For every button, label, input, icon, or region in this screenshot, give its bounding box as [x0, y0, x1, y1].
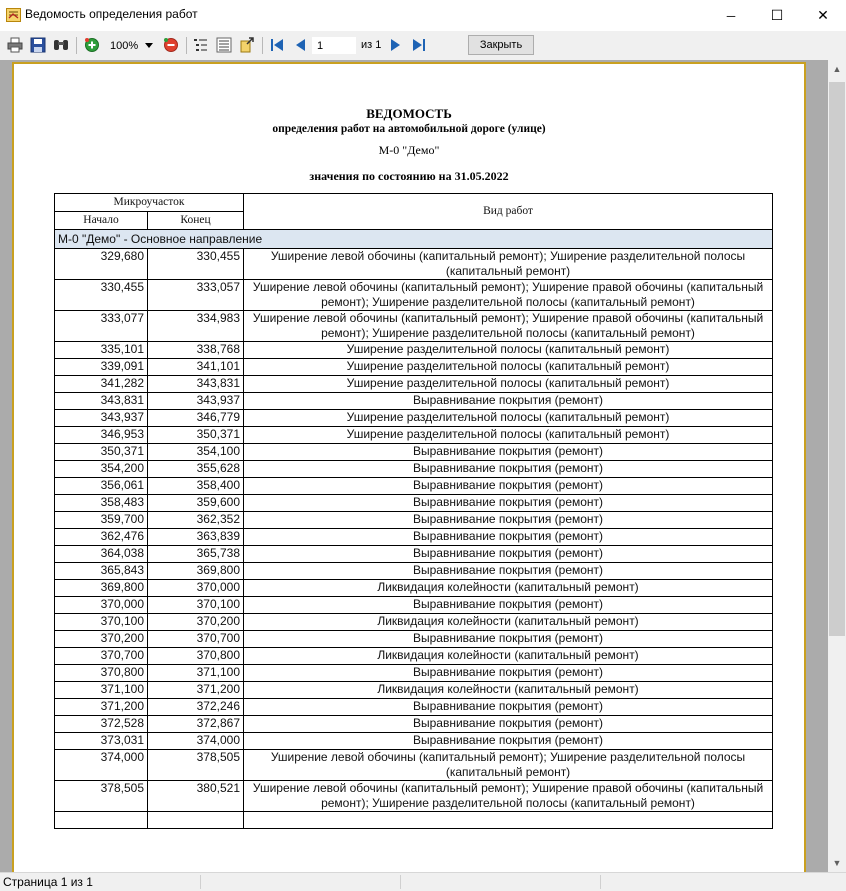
- work-type-cell: Выравнивание покрытия (ремонт): [244, 597, 773, 614]
- work-type-cell: Выравнивание покрытия (ремонт): [244, 631, 773, 648]
- close-report-button[interactable]: Закрыть: [468, 35, 534, 55]
- end-cell: 354,100: [148, 444, 244, 461]
- work-type-cell: Уширение разделительной полосы (капитальный ремонт): [244, 359, 773, 376]
- end-cell: 365,738: [148, 546, 244, 563]
- toolbar-separator: [76, 37, 77, 54]
- zoom-in-icon: [84, 37, 100, 53]
- vertical-scrollbar[interactable]: [828, 60, 846, 872]
- table-row: [55, 682, 773, 699]
- work-type-cell: Выравнивание покрытия (ремонт): [244, 665, 773, 682]
- maximize-button[interactable]: [754, 0, 800, 31]
- report-subtitle: определения работ на автомобильной дороге (улице): [272, 123, 546, 135]
- start-cell: 372,528: [55, 716, 148, 733]
- zoom-in-button[interactable]: [83, 36, 101, 54]
- table-row: [55, 546, 773, 563]
- start-cell: 354,200: [55, 461, 148, 478]
- app-icon: [6, 8, 21, 22]
- work-type-cell: Выравнивание покрытия (ремонт): [244, 733, 773, 750]
- save-icon: [30, 37, 46, 53]
- table-row: [55, 444, 773, 461]
- work-type-cell: Уширение левой обочины (капитальный ремонт); Уширение разделительной полосы (капитальный ремонт): [244, 750, 773, 781]
- status-text: Страница 1 из 1: [3, 875, 93, 889]
- close-icon: ✕: [817, 7, 829, 23]
- toolbar-separator: [186, 37, 187, 54]
- work-type-cell: Уширение разделительной полосы (капитальный ремонт): [244, 410, 773, 427]
- table-row: [55, 631, 773, 648]
- start-cell: 364,038: [55, 546, 148, 563]
- work-type-cell: Выравнивание покрытия (ремонт): [244, 478, 773, 495]
- end-cell: 341,101: [148, 359, 244, 376]
- start-cell: 369,800: [55, 580, 148, 597]
- end-cell: 378,505: [148, 750, 244, 781]
- table-row: [55, 311, 773, 342]
- table-row: [55, 699, 773, 716]
- work-type-cell: Выравнивание покрытия (ремонт): [244, 461, 773, 478]
- work-type-cell: Уширение левой обочины (капитальный ремонт); Уширение правой обочины (капитальный ремонт); Уширение разделительной полосы (капитальный ремонт): [244, 781, 773, 812]
- close-window-button[interactable]: [800, 0, 846, 31]
- start-cell: 378,505: [55, 781, 148, 812]
- work-type-cell: Ликвидация колейности (капитальный ремонт): [244, 614, 773, 631]
- page-number-input[interactable]: [312, 37, 356, 54]
- work-type-cell: Выравнивание покрытия (ремонт): [244, 716, 773, 733]
- find-button[interactable]: [52, 36, 70, 54]
- report-viewport[interactable]: [0, 60, 828, 872]
- maximize-icon: ☐: [770, 7, 784, 23]
- start-cell: 371,100: [55, 682, 148, 699]
- end-cell: 343,937: [148, 393, 244, 410]
- end-cell: 338,768: [148, 342, 244, 359]
- status-divider: [200, 875, 201, 889]
- start-cell: [55, 812, 148, 829]
- end-cell: 355,628: [148, 461, 244, 478]
- end-cell: 350,371: [148, 427, 244, 444]
- work-type-cell: Ликвидация колейности (капитальный ремонт): [244, 682, 773, 699]
- work-type-cell: Выравнивание покрытия (ремонт): [244, 444, 773, 461]
- table-row: [55, 614, 773, 631]
- table-row: [55, 410, 773, 427]
- toolbar-separator: [262, 37, 263, 54]
- chevron-down-icon: [145, 43, 153, 48]
- table-row: [55, 781, 773, 812]
- end-cell: 362,352: [148, 512, 244, 529]
- start-cell: 341,282: [55, 376, 148, 393]
- one-page-button[interactable]: [192, 36, 210, 54]
- work-type-cell: Ликвидация колейности (капитальный ремонт): [244, 580, 773, 597]
- table-row: [55, 478, 773, 495]
- find-icon: [53, 37, 69, 53]
- table-row: [55, 342, 773, 359]
- work-type-cell: Выравнивание покрытия (ремонт): [244, 512, 773, 529]
- table-row: [55, 563, 773, 580]
- report-page: [12, 62, 806, 872]
- table-row: [55, 427, 773, 444]
- start-cell: 371,200: [55, 699, 148, 716]
- start-cell: 339,091: [55, 359, 148, 376]
- start-cell: 374,000: [55, 750, 148, 781]
- end-cell: 370,700: [148, 631, 244, 648]
- table-row: [55, 280, 773, 311]
- scrollbar-thumb[interactable]: [829, 82, 845, 636]
- one-page-icon: [193, 37, 209, 53]
- start-cell: 335,101: [55, 342, 148, 359]
- work-type-cell: Выравнивание покрытия (ремонт): [244, 495, 773, 512]
- micro-section-header: Микроучасток: [55, 194, 244, 212]
- start-cell: 362,476: [55, 529, 148, 546]
- start-cell: 329,680: [55, 249, 148, 280]
- zoom-out-icon: [163, 37, 179, 53]
- end-cell: 330,455: [148, 249, 244, 280]
- start-cell: 333,077: [55, 311, 148, 342]
- scroll-down-icon[interactable]: ▼: [832, 858, 842, 868]
- start-cell: 346,953: [55, 427, 148, 444]
- last-page-button[interactable]: [410, 36, 428, 54]
- first-page-button[interactable]: [268, 36, 286, 54]
- work-type-cell: Выравнивание покрытия (ремонт): [244, 699, 773, 716]
- table-row: [55, 461, 773, 478]
- status-divider: [400, 875, 401, 889]
- table-row: [55, 716, 773, 733]
- start-cell: 370,200: [55, 631, 148, 648]
- end-cell: 333,057: [148, 280, 244, 311]
- first-page-icon: [269, 37, 285, 53]
- end-cell: 334,983: [148, 311, 244, 342]
- status-divider: [600, 875, 601, 889]
- table-row: [55, 648, 773, 665]
- start-header: Начало: [55, 212, 148, 230]
- group-row: М-0 "Демо" - Основное направление: [55, 230, 773, 249]
- report-date: значения по состоянию на 31.05.2022: [309, 169, 509, 183]
- table-row: [55, 529, 773, 546]
- table-row: [55, 812, 773, 829]
- end-cell: 370,000: [148, 580, 244, 597]
- print-button[interactable]: [6, 36, 24, 54]
- minimize-icon: ─: [726, 8, 736, 23]
- work-type-cell: Выравнивание покрытия (ремонт): [244, 563, 773, 580]
- window-title: Ведомость определения работ: [25, 7, 198, 21]
- table-row: [55, 580, 773, 597]
- work-type-cell: [244, 812, 773, 829]
- export-button[interactable]: [238, 36, 256, 54]
- work-type-cell: Ликвидация колейности (капитальный ремонт): [244, 648, 773, 665]
- end-cell: 346,779: [148, 410, 244, 427]
- work-type-cell: Выравнивание покрытия (ремонт): [244, 546, 773, 563]
- start-cell: 370,000: [55, 597, 148, 614]
- end-cell: 380,521: [148, 781, 244, 812]
- start-cell: 330,455: [55, 280, 148, 311]
- start-cell: 350,371: [55, 444, 148, 461]
- list-button[interactable]: [215, 36, 233, 54]
- end-cell: 371,200: [148, 682, 244, 699]
- page-count-label: из 1: [361, 39, 382, 51]
- start-cell: 370,700: [55, 648, 148, 665]
- road-name: М-0 "Демо": [378, 143, 440, 157]
- works-table: [54, 193, 773, 829]
- end-cell: [148, 812, 244, 829]
- start-cell: 358,483: [55, 495, 148, 512]
- table-row: [55, 393, 773, 410]
- work-type-cell: Уширение разделительной полосы (капитальный ремонт): [244, 376, 773, 393]
- start-cell: 343,937: [55, 410, 148, 427]
- table-row: [55, 359, 773, 376]
- scroll-up-icon[interactable]: ▲: [832, 64, 842, 74]
- prev-page-icon: [292, 37, 308, 53]
- end-cell: 343,831: [148, 376, 244, 393]
- print-icon: [7, 37, 23, 53]
- zoom-value: 100%: [110, 39, 139, 52]
- start-cell: 343,831: [55, 393, 148, 410]
- next-page-button[interactable]: [387, 36, 405, 54]
- zoom-out-button[interactable]: [162, 36, 180, 54]
- zoom-select[interactable]: [107, 37, 155, 54]
- list-icon: [216, 37, 232, 53]
- work-type-cell: Уширение разделительной полосы (капитальный ремонт): [244, 342, 773, 359]
- report-title: ВЕДОМОСТЬ: [366, 106, 452, 121]
- export-icon: [239, 37, 255, 53]
- work-type-cell: Уширение разделительной полосы (капитальный ремонт): [244, 427, 773, 444]
- table-row: [55, 665, 773, 682]
- end-cell: 359,600: [148, 495, 244, 512]
- end-cell: 374,000: [148, 733, 244, 750]
- table-row: [55, 512, 773, 529]
- minimize-button[interactable]: [708, 0, 754, 31]
- table-row: [55, 597, 773, 614]
- start-cell: 370,800: [55, 665, 148, 682]
- prev-page-button[interactable]: [291, 36, 309, 54]
- work-type-cell: Уширение левой обочины (капитальный ремонт); Уширение разделительной полосы (капитальный ремонт): [244, 249, 773, 280]
- end-cell: 372,867: [148, 716, 244, 733]
- work-type-header: Вид работ: [244, 194, 773, 230]
- end-cell: 370,200: [148, 614, 244, 631]
- save-button[interactable]: [29, 36, 47, 54]
- end-cell: 370,100: [148, 597, 244, 614]
- work-type-cell: Уширение левой обочины (капитальный ремонт); Уширение правой обочины (капитальный ремонт); Уширение разделительной полосы (капитальный ремонт): [244, 280, 773, 311]
- start-cell: 356,061: [55, 478, 148, 495]
- end-cell: 358,400: [148, 478, 244, 495]
- start-cell: 359,700: [55, 512, 148, 529]
- toolbar: [0, 31, 846, 60]
- end-cell: 370,800: [148, 648, 244, 665]
- table-row: [55, 733, 773, 750]
- end-header: Конец: [148, 212, 244, 230]
- table-row: [55, 495, 773, 512]
- end-cell: 371,100: [148, 665, 244, 682]
- end-cell: 369,800: [148, 563, 244, 580]
- start-cell: 365,843: [55, 563, 148, 580]
- last-page-icon: [411, 37, 427, 53]
- status-bar: [0, 872, 846, 891]
- table-row: [55, 249, 773, 280]
- table-row: [55, 750, 773, 781]
- title-bar: [0, 0, 846, 31]
- work-type-cell: Выравнивание покрытия (ремонт): [244, 393, 773, 410]
- work-type-cell: Уширение левой обочины (капитальный ремонт); Уширение правой обочины (капитальный ремонт); Уширение разделительной полосы (капитальный ремонт): [244, 311, 773, 342]
- next-page-icon: [388, 37, 404, 53]
- start-cell: 370,100: [55, 614, 148, 631]
- work-type-cell: Выравнивание покрытия (ремонт): [244, 529, 773, 546]
- table-row: [55, 376, 773, 393]
- end-cell: 372,246: [148, 699, 244, 716]
- end-cell: 363,839: [148, 529, 244, 546]
- start-cell: 373,031: [55, 733, 148, 750]
